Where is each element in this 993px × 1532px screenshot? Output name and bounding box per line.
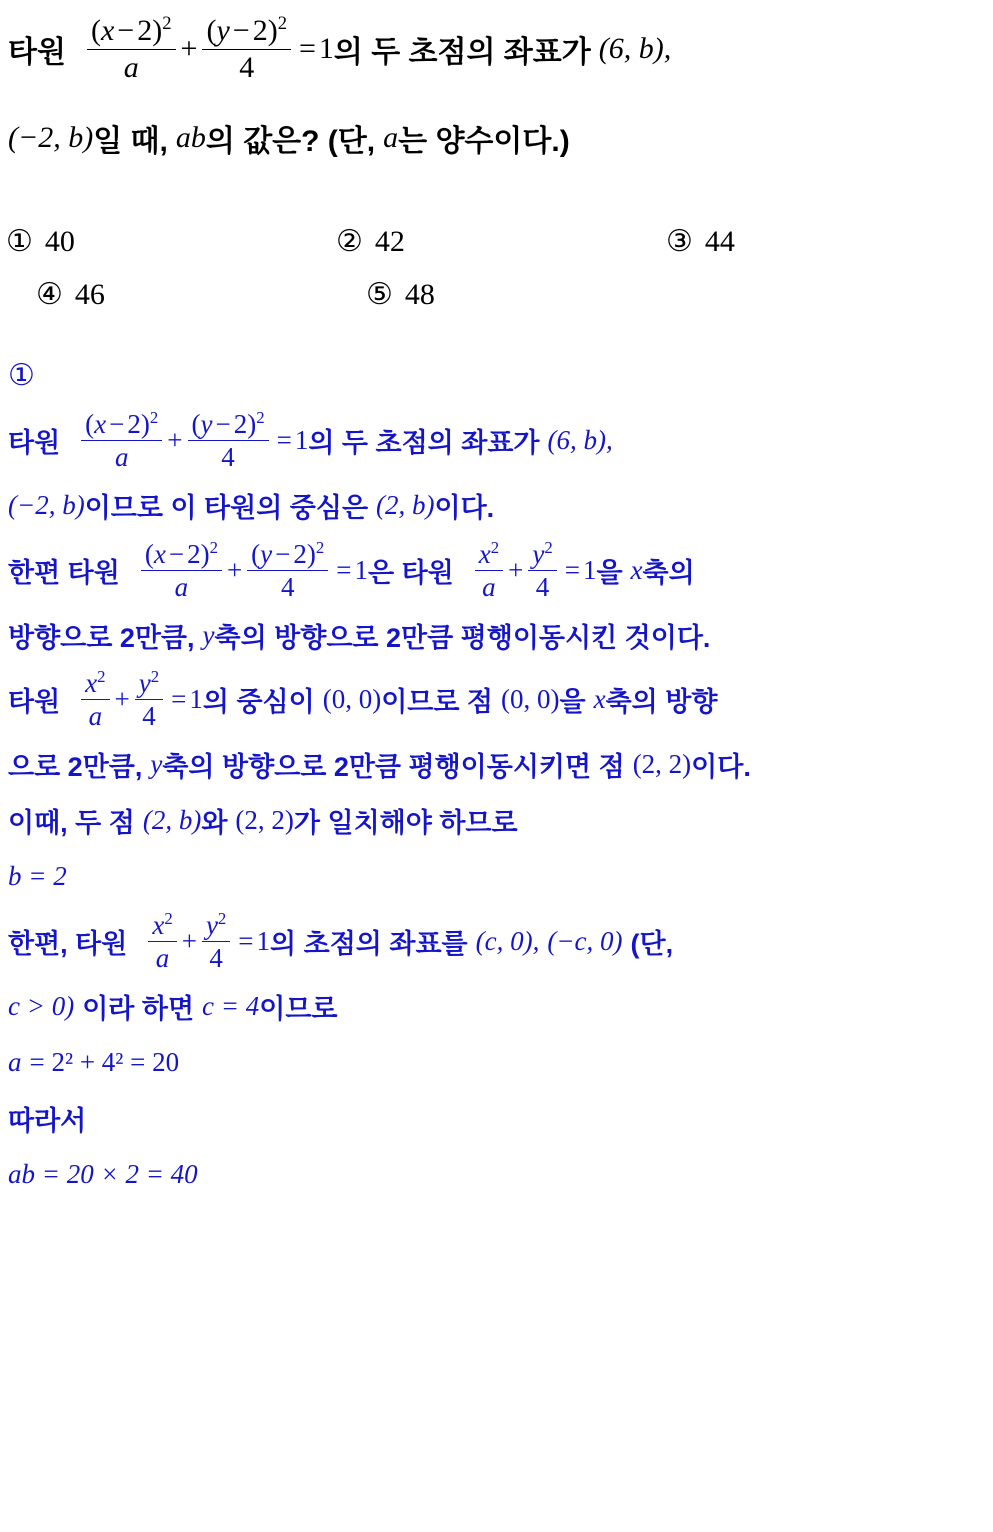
choice-number: ① — [6, 225, 33, 259]
solution-line-13 — [8, 1151, 985, 1197]
sol-tail: (단, — [630, 928, 674, 959]
fraction-x-term: $\frac{(x - 2)^2}{a}$ — [81, 409, 162, 472]
minus-sign: − — [232, 14, 250, 47]
fraction-x2-a: $\frac{x^2}{a}$ — [475, 539, 503, 602]
choice-number: ⑤ — [366, 278, 393, 312]
paren-close: ) — [267, 14, 278, 47]
axis-y: y — [150, 749, 163, 780]
sol-text2: 축의 방향으로 2만큼 평행이동시키면 점 — [162, 752, 625, 783]
sol-lead: 한편, 타원 — [8, 928, 128, 959]
axis-x: x — [630, 554, 643, 585]
choice-row-1 — [6, 224, 993, 259]
problem-tail-4: 는 양수이다.) — [398, 125, 570, 159]
solution-line-3: 한편 타원 $\frac{(x - 2)^2}{a}$ + $\frac{(y - 2)^2}{4}$ = 1 은 타원 $\frac{x^2}{a}$ + $\frac{y^2}{4}$ = 1 을 x 축의 — [8, 537, 695, 602]
final-equation: ab = 20 × 2 = 40 — [8, 1158, 198, 1189]
problem-tail-3: 의 값은? (단, — [205, 125, 376, 159]
expression-ab: ab — [175, 121, 206, 155]
equation-c: c = 4 — [202, 990, 260, 1021]
paren-open: ( — [206, 14, 217, 47]
sol-text: 이므로 점 — [381, 687, 494, 718]
point-2: (2, 2) — [235, 805, 294, 836]
paren-close: ) — [152, 14, 163, 47]
choice-number: ③ — [666, 225, 693, 259]
solution-line-2 — [8, 483, 985, 529]
choice-value: 40 — [44, 225, 75, 259]
fraction-y2-4: $\frac{y^2}{4}$ — [135, 668, 163, 731]
denominator-a: a — [87, 49, 176, 85]
focus-negc-point: (−c, 0) — [547, 925, 623, 956]
choice-2[interactable] — [336, 224, 666, 259]
sol-text3: 축의 방향 — [605, 687, 718, 718]
exponent-2: 2 — [277, 13, 287, 34]
solution-line-5: 타원 $\frac{x^2}{a}$ + $\frac{y^2}{4}$ = 1 의 중심이 (0, 0) 이므로 점 (0, 0) 을 x 축의 방향 — [8, 667, 718, 732]
solution-line-9: 한편, 타원 $\frac{x^2}{a}$ + $\frac{y^2}{4}$ = 1 의 초점의 좌표를 (c, 0), (−c, 0) (단, — [8, 908, 674, 973]
solution-line-8 — [8, 854, 985, 900]
sol-tail: 의 두 초점의 좌표가 — [308, 428, 540, 459]
choice-number: ② — [336, 225, 363, 259]
solution-line-12 — [8, 1095, 985, 1141]
sol-text-end: 이다. — [434, 493, 495, 524]
answer-mark: ① — [8, 359, 35, 393]
focus-point-1: (6, b), — [598, 32, 672, 66]
sol-mid: 의 초점의 좌표를 — [270, 928, 468, 959]
center-point: (2, b) — [376, 490, 435, 521]
var-y: y — [216, 14, 230, 47]
choice-value: 46 — [74, 278, 105, 312]
fraction-y2-4: $\frac{y^2}{4}$ — [202, 910, 230, 973]
focus-point-2: (−2, b) — [8, 121, 94, 155]
choice-value: 44 — [704, 225, 735, 259]
exponent-2: 2 — [162, 13, 172, 34]
plus-sign: + — [180, 32, 198, 66]
fraction-y-term: $\frac{(y - 2)^2}{4}$ — [188, 409, 269, 472]
sol-text2: 을 — [559, 687, 586, 718]
sol-tail2: 축의 — [642, 557, 695, 588]
fraction-x2-a: $\frac{x^2}{a}$ — [148, 910, 176, 973]
var-a: a — [383, 121, 399, 155]
const-2: 2 — [252, 14, 268, 47]
choice-4[interactable] — [36, 277, 366, 312]
fraction-x-term: $\frac{(x - 2)^2}{a}$ — [141, 539, 222, 602]
choice-row-2 — [6, 277, 993, 312]
sol-text: 이라 하면 — [82, 993, 195, 1024]
sol-lead: 한편 타원 — [8, 557, 120, 588]
sol-text2: 축의 방향으로 2만큼 평행이동시킨 것이다. — [214, 622, 711, 653]
axis-x: x — [593, 684, 606, 715]
origin-point-2: (0, 0) — [501, 684, 560, 715]
minus-sign: − — [117, 14, 135, 47]
sol-text: 이때, 두 점 — [8, 808, 135, 839]
sol-text3: 이다. — [691, 752, 751, 783]
sol-text2: 와 — [201, 808, 228, 839]
conclusion-lead: 따라서 — [8, 1105, 87, 1136]
equation-b: b = 2 — [8, 861, 67, 892]
rhs-one: 1 — [318, 32, 334, 66]
axis-y: y — [202, 619, 215, 650]
fraction-y-term: $\frac{(y - 2)^2}{4}$ — [247, 539, 328, 602]
problem-tail-2: 일 때, — [93, 125, 168, 159]
problem-tail-1: 의 두 초점의 좌표가 — [333, 36, 591, 70]
equation-a-value: = 2² + 4² = 20 — [29, 1046, 180, 1077]
solution-line-4 — [8, 612, 985, 658]
var-x: x — [100, 14, 115, 47]
solution-line-6 — [8, 742, 985, 788]
sol-tail: 을 — [596, 557, 623, 588]
choice-3[interactable] — [666, 224, 735, 259]
solution-line-1: 타원 $\frac{(x - 2)^2}{a}$ + $\frac{(y - 2)^2}{4}$ = 1 의 두 초점의 좌표가 (6, b), — [8, 408, 613, 473]
fraction-x2-a: $\frac{x^2}{a}$ — [81, 668, 109, 731]
fraction-x-term — [87, 14, 176, 84]
problem-line-1 — [8, 14, 983, 84]
choice-5[interactable] — [366, 277, 435, 312]
choice-1[interactable] — [6, 224, 336, 259]
problem-lead: 타원 — [8, 36, 66, 70]
choice-list — [0, 224, 993, 312]
sol-text: 으로 2만큼, — [8, 752, 143, 783]
problem-line-2 — [8, 110, 983, 166]
choice-value: 48 — [404, 278, 435, 312]
solution-block — [0, 358, 993, 1197]
solution-line-10 — [8, 983, 985, 1029]
focus-c-point: (c, 0), — [475, 925, 540, 956]
solution-line-11 — [8, 1039, 985, 1085]
var-a: a — [8, 1046, 22, 1077]
sol-mid: 의 중심이 — [202, 687, 315, 718]
focus-point-1: (6, b), — [547, 425, 613, 456]
point-1: (2, b) — [142, 805, 202, 836]
translated-point: (2, 2) — [632, 749, 692, 780]
choice-value: 42 — [374, 225, 405, 259]
const-2: 2 — [137, 14, 153, 47]
fraction-y-term — [202, 14, 291, 84]
fraction-y2-4: $\frac{y^2}{4}$ — [528, 539, 556, 602]
solution-line-7 — [8, 798, 985, 844]
problem-statement — [0, 0, 993, 166]
denominator-4: 4 — [202, 49, 291, 85]
sol-text: 방향으로 2만큼, — [8, 622, 195, 653]
sol-mid: 은 타원 — [368, 557, 454, 588]
sol-text3: 가 일치해야 하므로 — [293, 808, 518, 839]
sol-lead: 타원 — [8, 687, 61, 718]
sol-text2: 이므로 — [259, 993, 338, 1024]
origin-point: (0, 0) — [322, 684, 382, 715]
equals-sign: = — [298, 32, 316, 66]
sol-text: 이므로 이 타원의 중심은 — [84, 493, 369, 524]
choice-number: ④ — [36, 278, 63, 312]
paren-open: ( — [90, 14, 101, 47]
sol-lead: 타원 — [8, 428, 61, 459]
condition-c: c > 0) — [8, 990, 75, 1021]
focus-point-2: (−2, b) — [8, 490, 85, 521]
